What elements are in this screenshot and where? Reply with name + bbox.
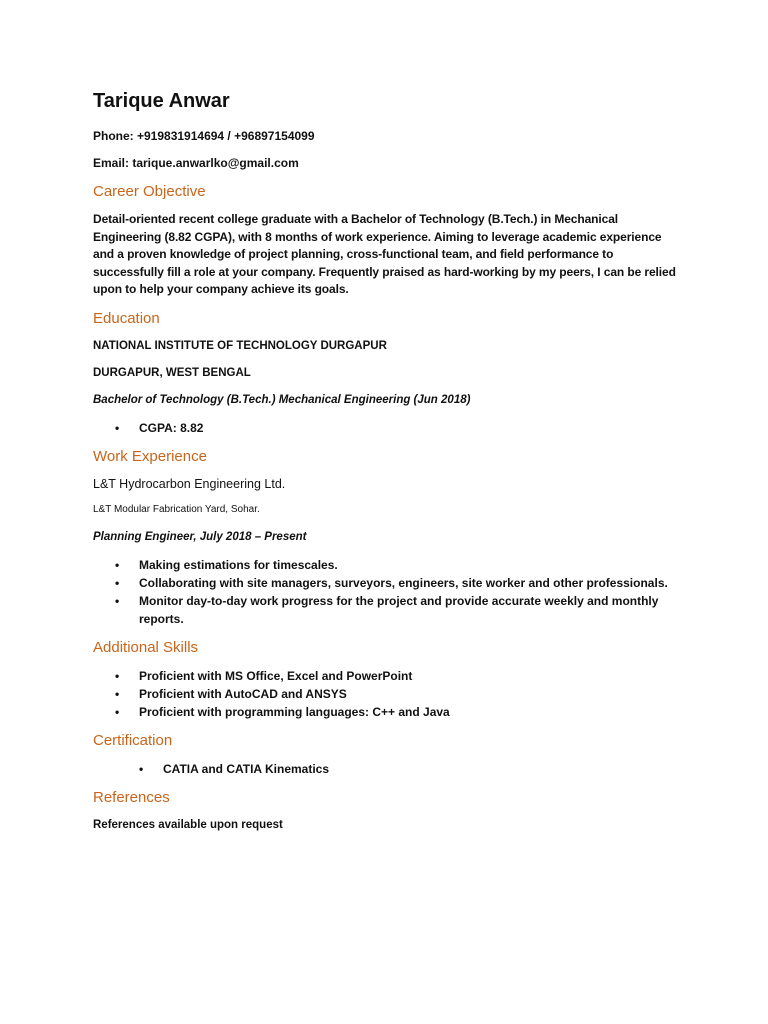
resume-page — [93, 88, 683, 844]
section-additional-skills — [93, 638, 683, 721]
education-institute: NATIONAL INSTITUTE OF TECHNOLOGY DURGAPUR — [93, 339, 387, 352]
references-heading: References — [93, 788, 170, 806]
section-education — [93, 309, 683, 437]
certification-list — [93, 760, 683, 778]
list-item: • Collaborating with site managers, surveyors, engineers, site worker and other professionals. — [93, 574, 683, 592]
career-objective-heading: Career Objective — [93, 183, 206, 200]
work-experience-heading: Work Experience — [93, 447, 207, 465]
career-objective-text: Detail-oriented recent college graduate with a Bachelor of Technology (B.Tech.) in Mechanical Engineering (8.82 CGPA), with 8 months of work experience. Aiming to leverage academic experience and a proven knowledge of project planning, cross-functional team, and field performance to successfully fill a role at your company. Frequently praised as hard-working by my peers, I can be relied upon to help your company achieve its goals. — [93, 212, 676, 296]
references-text: References available upon request — [93, 818, 283, 831]
work-company: L&T Hydrocarbon Engineering Ltd. — [93, 476, 286, 491]
additional-skills-heading: Additional Skills — [93, 638, 199, 656]
list-item: • CATIA and CATIA Kinematics — [93, 760, 683, 778]
work-list — [93, 556, 683, 628]
education-list — [93, 419, 683, 437]
education-heading: Education — [93, 309, 160, 327]
section-references — [93, 788, 683, 833]
work-role: Planning Engineer, July 2018 – Present — [93, 530, 307, 543]
phone-line: Phone: +919831914694 / +96897154099 — [93, 129, 315, 143]
education-degree: Bachelor of Technology (B.Tech.) Mechanical Engineering (Jun 2018) — [93, 393, 471, 406]
list-item: • Monitor day-to-day work progress for the project and provide accurate weekly and monthly reports. — [93, 592, 683, 628]
candidate-name: Tarique Anwar — [93, 90, 230, 112]
list-item: • Proficient with programming languages: C++ and Java — [93, 703, 683, 721]
section-career-objective — [93, 182, 683, 299]
work-site: L&T Modular Fabrication Yard, Sohar. — [93, 503, 260, 515]
education-location: DURGAPUR, WEST BENGAL — [93, 366, 251, 379]
list-item: • Proficient with MS Office, Excel and PowerPoint — [93, 667, 683, 685]
email-line: Email: tarique.anwarlko@gmail.com — [93, 156, 299, 170]
certification-heading: Certification — [93, 731, 173, 749]
section-certification — [93, 731, 683, 778]
list-item: • Proficient with AutoCAD and ANSYS — [93, 685, 683, 703]
section-work-experience — [93, 447, 683, 628]
list-item: • CGPA: 8.82 — [93, 419, 683, 437]
list-item: • Making estimations for timescales. — [93, 556, 683, 574]
skills-list — [93, 667, 683, 721]
